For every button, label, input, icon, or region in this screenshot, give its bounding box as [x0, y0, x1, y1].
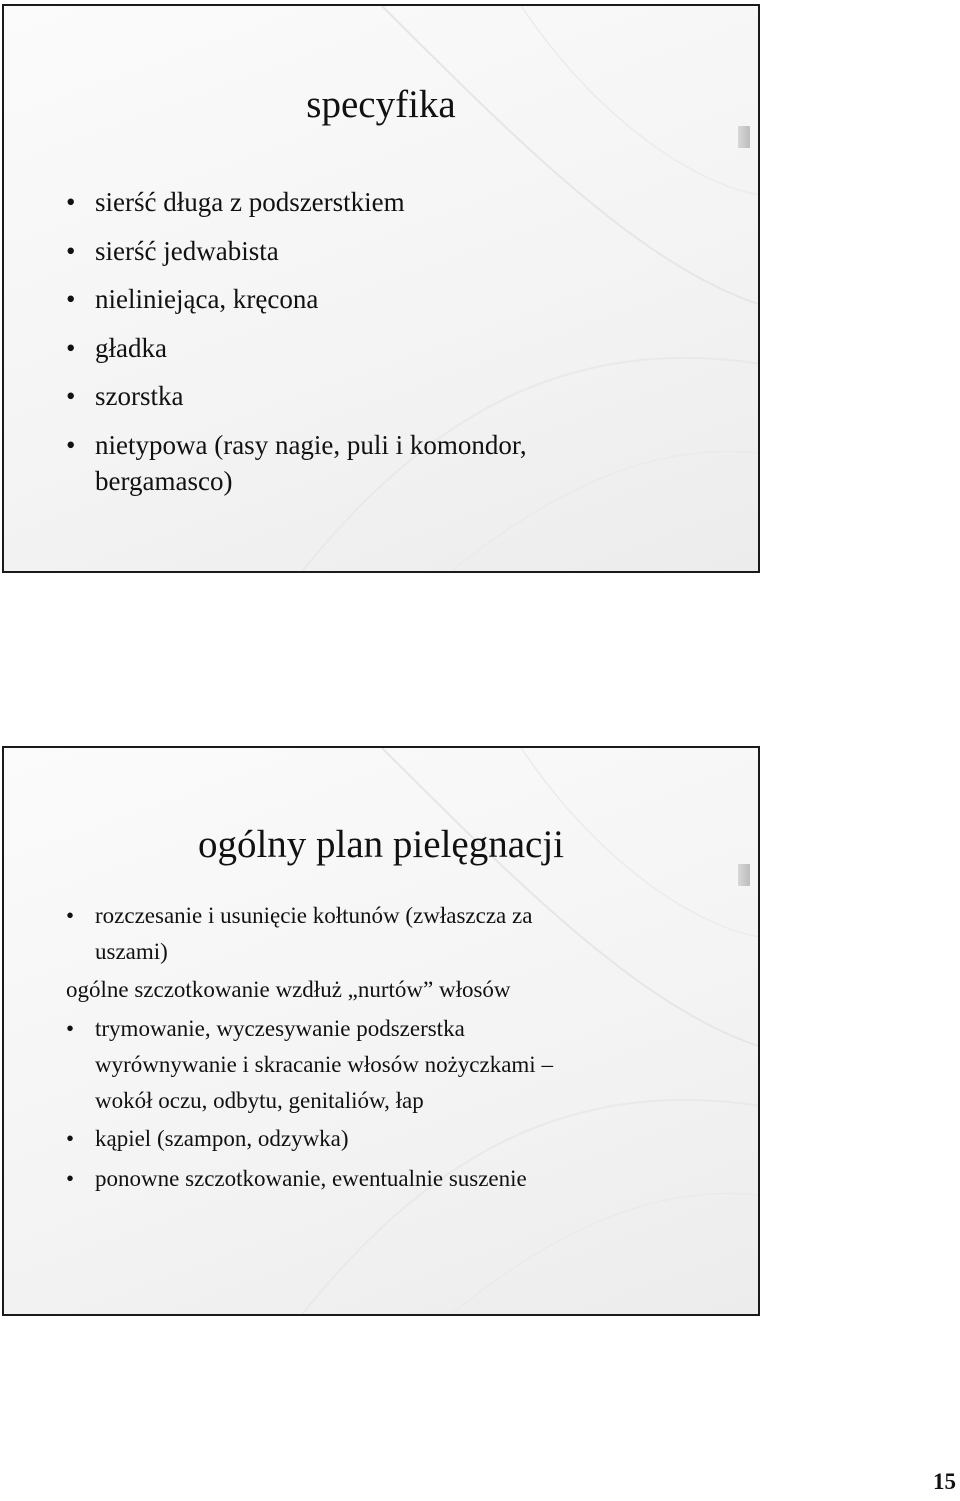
slide-title: ogólny plan pielęgnacji	[197, 823, 565, 866]
slide-title: specyfika	[306, 83, 456, 126]
bullet-list	[95, 178, 735, 506]
list-item: • sierść długa z podszerstkiem	[95, 178, 735, 227]
list-item: • sierść jedwabista	[95, 227, 735, 276]
list-item: • kąpiel (szampon, odzywka)	[95, 1119, 745, 1160]
list-item-continuation: uszami)	[95, 939, 168, 964]
slide-specyfika	[2, 4, 760, 573]
slide-edge-marker	[738, 864, 750, 886]
list-item: • szorstka	[95, 372, 735, 421]
list-item-continuation: wokół oczu, odbytu, genitaliów, łap	[95, 1087, 424, 1113]
list-item: • nieliniejąca, kręcona	[95, 275, 735, 324]
list-item-continuation: bergamasco)	[95, 466, 233, 496]
list-item: ogólne szczotkowanie wzdłuż „nurtów” włosów	[66, 977, 511, 1002]
slide-edge-marker	[738, 126, 750, 148]
slide-ogolny-plan-pielegnacji	[2, 746, 760, 1316]
list-item-continuation: wyrównywanie i skracanie włosów nożyczkami –	[95, 1051, 553, 1077]
page-number: 15	[933, 1469, 956, 1494]
list-item: • rozczesanie i usunięcie kołtunów (zwłaszcza za	[95, 898, 745, 934]
bullet-list	[66, 898, 745, 1200]
list-item: • gładka	[95, 324, 735, 373]
list-item: • nietypowa (rasy nagie, puli i komondor,	[95, 421, 735, 470]
list-item: • ponowne szczotkowanie, ewentualnie suszenie	[95, 1159, 745, 1200]
list-item: • trymowanie, wyczesywanie podszerstka	[95, 1011, 745, 1047]
